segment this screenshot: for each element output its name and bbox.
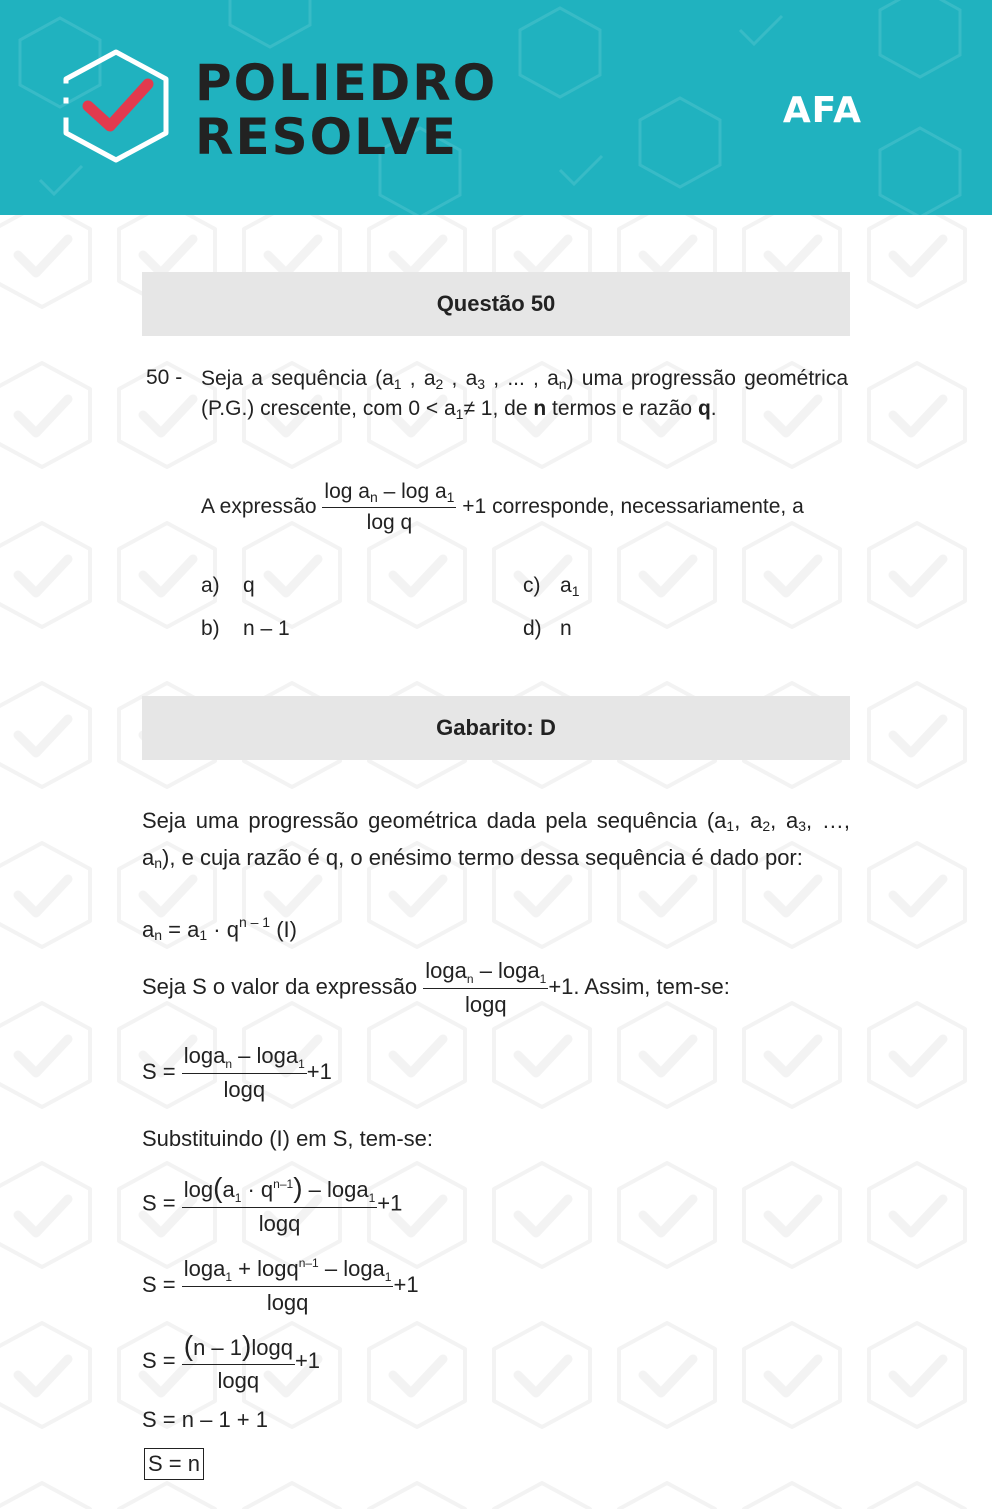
question-expression: A expressão $\frac{\log a_n - \log a_1}{\text{log q}}$ +1 corresponde, necessariamente, a (201, 480, 804, 534)
question-statement: Seja a sequência ($a_1$ , $a_2$ , $a_3$ , ... , $a_n$) uma progressão geométrica (P.G.) crescente, com $0 < a_1\ne 1$, de n termos e razão q. (201, 367, 849, 422)
option-d: d) n (523, 617, 572, 640)
substitute-text: Substituindo (I) em S, tem-se: (142, 1126, 433, 1151)
header-banner (0, 0, 992, 215)
answer-title-bar: Gabarito: D (142, 696, 850, 760)
bold-n: n (533, 397, 547, 420)
question-title-bar: Questão 50 (142, 272, 850, 336)
question-number: 50 - (146, 366, 183, 389)
brand-line-2: RESOLVE (195, 108, 458, 166)
solution-expression-fraction: $\frac{\log a_n - \log a_1}{\log q}$ (425, 958, 547, 1017)
equation-s-2: S = $\frac{\log(a_1 \cdot q^{n-1}) - \log a_1}{\log q}$ +1 (142, 1172, 403, 1236)
brand-logo (195, 56, 497, 164)
brand-line-1: POLIEDRO (195, 54, 498, 112)
equation-s-3: S = $\frac{\log a_1 + \log q^{n-1} - \log a_1}{\log q}$ +1 (142, 1256, 419, 1315)
solution-intro: Seja uma progressão geométrica dada pela sequência ($a_1$, $a_2$, $a_3$, …, $a_n$), e cuja razão é q, o enésimo termo dessa sequência é dado por: (142, 808, 850, 871)
equation-s-4: S = $\frac{(n - 1)\log q}{\log q}$ +1 (142, 1330, 321, 1393)
expression-fraction: $\frac{\log a_n - \log a_1}{\text{log q}}$ (324, 480, 455, 534)
exam-name: AFA (782, 90, 862, 131)
final-result-box: S = n (144, 1448, 204, 1480)
option-a: a) q (201, 574, 255, 597)
check-hexagon-icon (60, 48, 172, 164)
equation-s-1: S = $\frac{\log a_n - \log a_1}{\log q}$ +1 (142, 1043, 332, 1102)
option-c: c) $a_1$ (523, 574, 580, 599)
option-b: b) n – 1 (201, 617, 290, 640)
bold-q: q (697, 397, 711, 420)
formula-nth-term: $a_n = a_1 \cdot q^{n - 1}$ (I) (142, 914, 297, 943)
equation-s-5: S = n – 1 + 1 (142, 1407, 268, 1432)
solution-expression-line: Seja S o valor da expressão $\frac{\log a_n - \log a_1}{\log q}$ +1. Assim, tem-se: (142, 958, 730, 1017)
